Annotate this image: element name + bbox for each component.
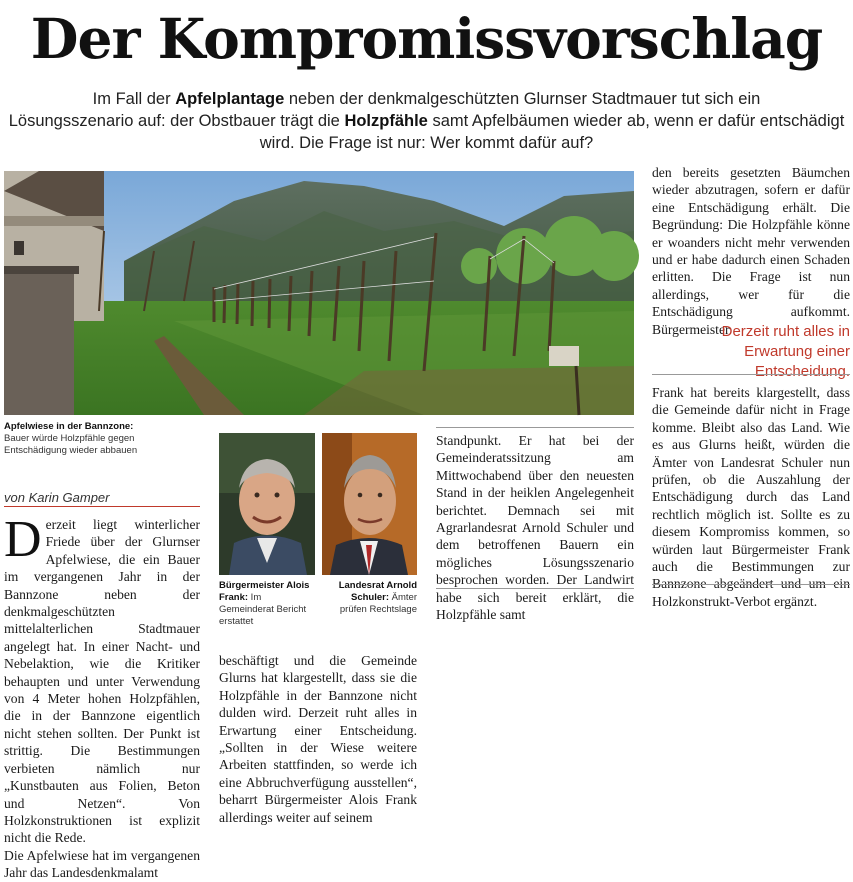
pull-quote-rule	[652, 374, 850, 375]
column-2: beschäftigt und die Gemeinde Glurns hat klargestellt, dass sie die Holzpfähle in der Bannzone nicht dulden wird. Derzeit ruht alles in Erwartung einer Entscheidung. „Sollten in der Wiese weitere Arbeiten stattfinden, so werde ich eine Abbruchverfügung ausstellen“, beharrt Bürgermeister Alois Frank allerdings weiter auf seinem	[219, 653, 417, 825]
portrait-schuler-name: Landesrat Arnold Schuler:	[338, 580, 417, 603]
portrait-alois-frank	[219, 433, 315, 575]
portrait-frank-illustration	[219, 433, 315, 575]
photo-caption-title: Apfelwiese in der Bannzone:	[4, 421, 134, 432]
portrait-frank-caption	[219, 580, 317, 628]
lead-bold-holzpfaehle: Holzpfähle	[344, 112, 428, 130]
lead-bold-apfelplantage: Apfelplantage	[175, 90, 285, 108]
lead-text-4: samt Apfelbäumen wieder ab, wenn er dafür entschädigt	[427, 112, 845, 130]
portrait-arnold-schuler	[322, 433, 417, 575]
lead-paragraph	[0, 88, 853, 154]
orchard-photo	[4, 171, 634, 415]
column-3-rule	[436, 427, 634, 428]
column-1	[4, 511, 200, 881]
column-1-paragraph-2: Die Apfelwiese hat im vergangenen Jahr das Landesdenkmalamt	[4, 847, 200, 881]
lead-text-5: wird. Die Frage ist nur: Wer kommt dafür auf?	[259, 134, 594, 152]
column-3: Standpunkt. Er hat bei der Gemeinderatssitzung am Mittwochabend über den neuesten Stand in der heiklen Angelegenheit berichtet. Demnach sei mit Agrarlandesrat Arnold Schuler und dem betroffenen Bauern ein mögliches Lösungsszenario besprochen worden. Der Landwirt habe sich bereit erklärt, die Holzpfähle samt	[436, 433, 634, 623]
portrait-schuler-text: Ämter prüfen Rechtslage	[339, 592, 417, 615]
orchard-illustration	[4, 171, 634, 415]
photo-caption	[4, 421, 154, 457]
author-rule	[4, 506, 200, 507]
column-4-bottom: Frank hat bereits klargestellt, dass die Gemeinde dafür nicht in Frage komme. Bleibt also das Land. Wie es aus Glurns heißt, würden die Ämter von Landesrat Schuler nun prüfen, ob die Auszahlung der Entschädigung durch das Land rechtlich möglich ist. Sollte es zu diesem Kompromiss kommen, so würden laut Bürgermeister Frank auch die Bestimmungen zur Bannzone abgeändert und um ein Holzkonstrukt-Verbot ergänzt.	[652, 385, 850, 609]
column-4-top: den bereits gesetzten Bäumchen wieder abzutragen, sofern er dafür eine Entschädigung erhält. Die Begründung: Die Holzpfähle könne er woanders nicht mehr verwenden und er habe dadurch einen Schaden erlitten. Die Frage ist nun allerdings, wer für die Entschädigung aufkommt. Bürgermeister	[652, 165, 850, 337]
lead-text-3: Lösungsszenario auf: der Obstbauer trägt die	[8, 112, 345, 130]
photo-caption-text: Bauer würde Holzpfähle gegen Entschädigung wieder abbauen	[4, 433, 138, 456]
portrait-frank-text: Im Gemeinderat Bericht erstattet	[219, 592, 307, 627]
column-1-text: erzeit liegt winterlicher Friede über der Glurnser Apfelwiese, die ein Bauer im vergangenen Jahr in der Bannzone neben der denkmalgeschützten mittelalterlichen Stadtmauer angelegt hat. In einer Nacht- und Nebelaktion, wie die Kritiker behaupten und unter Verwendung von 4 Meter hohen Holzpfählen, die in der Bannzone eigentlich nicht stehen sollten. Der Punkt ist strittig. Die Bestimmungen verbieten nämlich nur „Kunstbauten aus Folien, Beton und Netzen“. Von Holzkonstruktionen ist explizit nicht die Rede.	[4, 517, 200, 846]
portrait-schuler-caption	[322, 580, 417, 616]
column-1-paragraph-1	[4, 511, 200, 847]
author-byline: von Karin Gamper	[4, 490, 110, 505]
lead-text-1: Im Fall der	[92, 90, 176, 108]
lead-text-2: neben der denkmalgeschützten Glurnser Stadtmauer tut sich ein	[284, 90, 761, 108]
column-4-bottom-rule	[652, 584, 850, 585]
headline: Der Kompromissvorschlag	[30, 6, 823, 71]
column-3-bottom-rule	[436, 588, 634, 589]
pull-quote: Derzeit ruht alles in Erwartung einer Entscheidung.	[721, 323, 850, 380]
portrait-frank-name: Bürgermeister Alois Frank:	[219, 580, 310, 603]
portrait-schuler-illustration	[322, 433, 417, 575]
drop-cap: D	[4, 511, 42, 568]
